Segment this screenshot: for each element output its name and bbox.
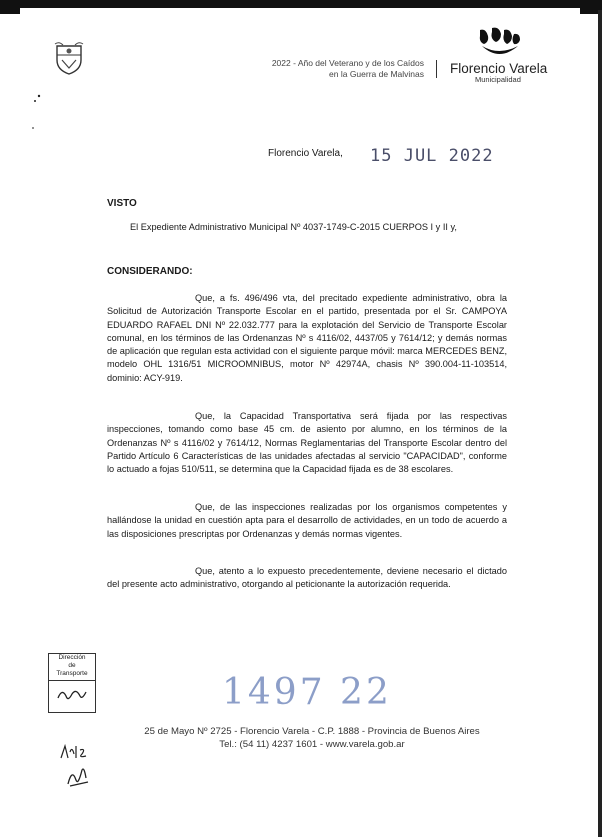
stamp-line-1: Dirección (58, 654, 86, 661)
paragraph-1 (107, 292, 507, 385)
paragraph-2-text: Que, la Capacidad Transportativa será fijada por las respectivas inspecciones, tomando como base 45 cm. de asiento por alumno, en los términos de la Ordenanzas Nº s 4116/02 y 7614/12, Normas Reglamentarias del Transporte Escolar dentro del Partido Artículo 6 Características de las unidades afectadas al servicio "CAPACIDAD", conforme lo actuado a fojas 510/511, se determina que la Capacidad fijada es de 38 escolares. (107, 411, 507, 475)
florencio-varela-logo-icon (474, 26, 524, 60)
visto-text: El Expediente Administrativo Municipal Nº 4037-1749-C-2015 CUERPOS I y II y, (130, 222, 457, 232)
paragraph-3 (107, 501, 507, 541)
municipal-crest-icon (54, 42, 84, 76)
stamp-line-2: de (68, 662, 76, 669)
logo-name: Florencio Varela (450, 61, 548, 76)
logo-subtitle: Municipalidad (475, 75, 521, 84)
paragraph-3-text: Que, de las inspecciones realizadas por los organismos competentes y hallándose la unidad en cuestión apta para el desarrollo de actividades, en un todo de acuerdo a las disposiciones prescriptas por Ordenanzas y demás normas vigentes. (107, 502, 507, 539)
scan-right-edge (598, 10, 602, 837)
considerando-heading: CONSIDERANDO: (107, 266, 193, 277)
scan-top-edge (0, 0, 602, 14)
motto-line-1: 2022 - Año del Veterano y de los Caídos (271, 58, 424, 68)
commemorative-motto (232, 58, 424, 80)
date-stamp: 15 JUL 2022 (370, 146, 494, 166)
date-place: Florencio Varela, (268, 148, 343, 159)
resolution-number-stamp: 1497 22 (222, 672, 392, 713)
paragraph-2 (107, 410, 507, 476)
paragraph-4-text: Que, atento a lo expuesto precedentemente, deviene necesario el dictado del presente acto administrativo, otorgando al peticionante la autorización requerida. (107, 566, 507, 590)
scan-specks (30, 92, 44, 132)
footer-address: 25 de Mayo Nº 2725 - Florencio Varela - C.P. 1888 - Provincia de Buenos Aires (144, 726, 480, 737)
stamp-line-3: Transporte (56, 670, 88, 677)
motto-line-2: en la Guerra de Malvinas (329, 69, 424, 79)
signature (64, 762, 92, 790)
footer-contact: Tel.: (54 11) 4237 1601 - www.varela.gob.ar (219, 739, 405, 750)
paragraph-1-text: Que, a fs. 496/496 vta, del precitado expediente administrativo, obra la Solicitud de Autorización Transporte Escolar en el partido, presentada por el Sr. CAMPOYA EDUARDO RAFAEL DNI Nº 22.032.777 para la explotación del Servicio de Transporte Escolar comunal, en los términos de las Ordenanzas Nº s 4116/02, 4437/05 y 7614/12; y demás normas de aplicación que regulan esta actividad con el siguiente parque móvil: marca MERCEDES BENZ, modelo OHL 1316/51 MICROOMNIBUS, motor Nº 42974A, chasis Nº 390.004-11-103514, dominio: ACY-919. (107, 293, 507, 383)
paragraph-4 (107, 565, 507, 592)
handwritten-initials (58, 742, 94, 762)
header-divider (436, 60, 437, 78)
handwritten-mark (54, 686, 90, 706)
visto-heading: VISTO (107, 198, 137, 209)
